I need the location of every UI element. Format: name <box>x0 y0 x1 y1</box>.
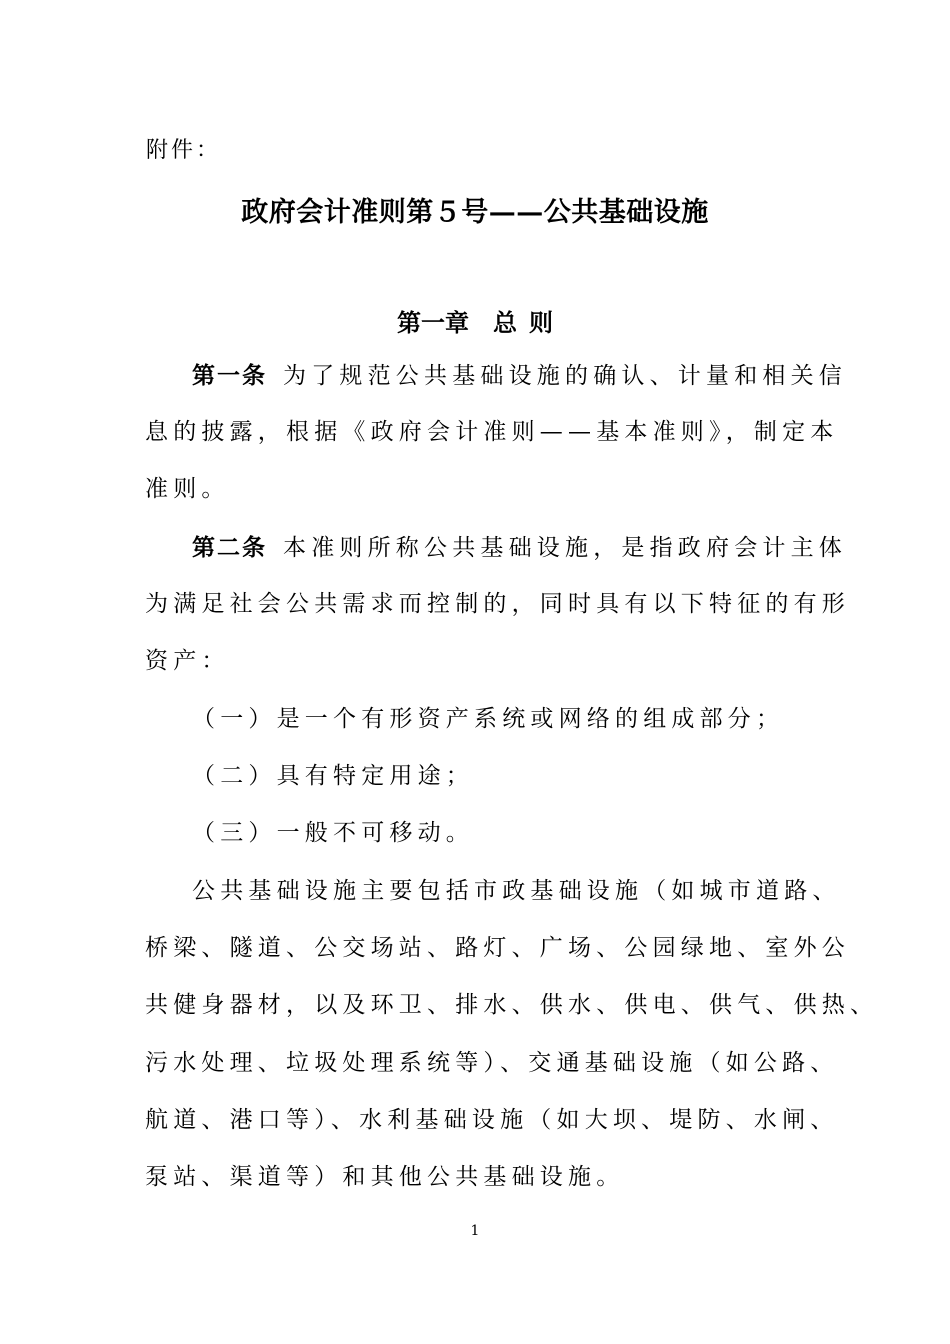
chapter-number: 第一章 <box>397 308 469 337</box>
page-number: 1 <box>470 1223 480 1239</box>
paragraph-line-6: 泵站、渠道等）和其他公共基础设施。 <box>145 1164 625 1190</box>
feature-item-2: （二）具有特定用途； <box>192 763 474 789</box>
chapter-name-part1: 总 <box>493 308 517 337</box>
article-1-line-1 <box>192 364 847 388</box>
attachment-label: 附件： <box>146 138 222 163</box>
feature-item-1: （一）是一个有形资产系统或网络的组成部分； <box>192 706 785 732</box>
article-2-label: 第二条 <box>192 534 267 561</box>
article-2-line-1 <box>192 536 847 560</box>
article-1-line-3: 准则。 <box>145 476 230 502</box>
paragraph-line-1: 公共基础设施主要包括市政基础设施（如城市道路、 <box>192 878 841 904</box>
document-title: 政府会计准则第５号——公共基础设施 <box>241 197 709 228</box>
paragraph-line-4: 污水处理、垃圾处理系统等）、交通基础设施（如公路、 <box>145 1050 839 1076</box>
article-1-line-2: 息的披露，根据《政府会计准则——基本准则》，制定本 <box>145 419 839 445</box>
chapter-heading <box>0 303 950 338</box>
chapter-name-part2: 则 <box>529 308 553 337</box>
paragraph-line-5: 航道、港口等）、水利基础设施（如大坝、堤防、水闸、 <box>145 1107 839 1133</box>
article-1-text-1: 为了规范公共基础设施的确认、计量和相关信 <box>283 363 847 389</box>
article-2-line-3: 资产： <box>145 648 230 674</box>
article-2-line-2: 为满足社会公共需求而控制的，同时具有以下特征的有形 <box>145 591 850 617</box>
feature-item-3: （三）一般不可移动。 <box>192 820 474 846</box>
paragraph-line-2: 桥梁、隧道、公交场站、路灯、广场、公园绿地、室外公 <box>145 935 850 961</box>
article-1-label: 第一条 <box>192 362 267 389</box>
article-2-text-1: 本准则所称公共基础设施，是指政府会计主体 <box>283 535 847 561</box>
paragraph-line-3: 共健身器材，以及环卫、排水、供水、供电、供气、供热、 <box>145 992 879 1018</box>
